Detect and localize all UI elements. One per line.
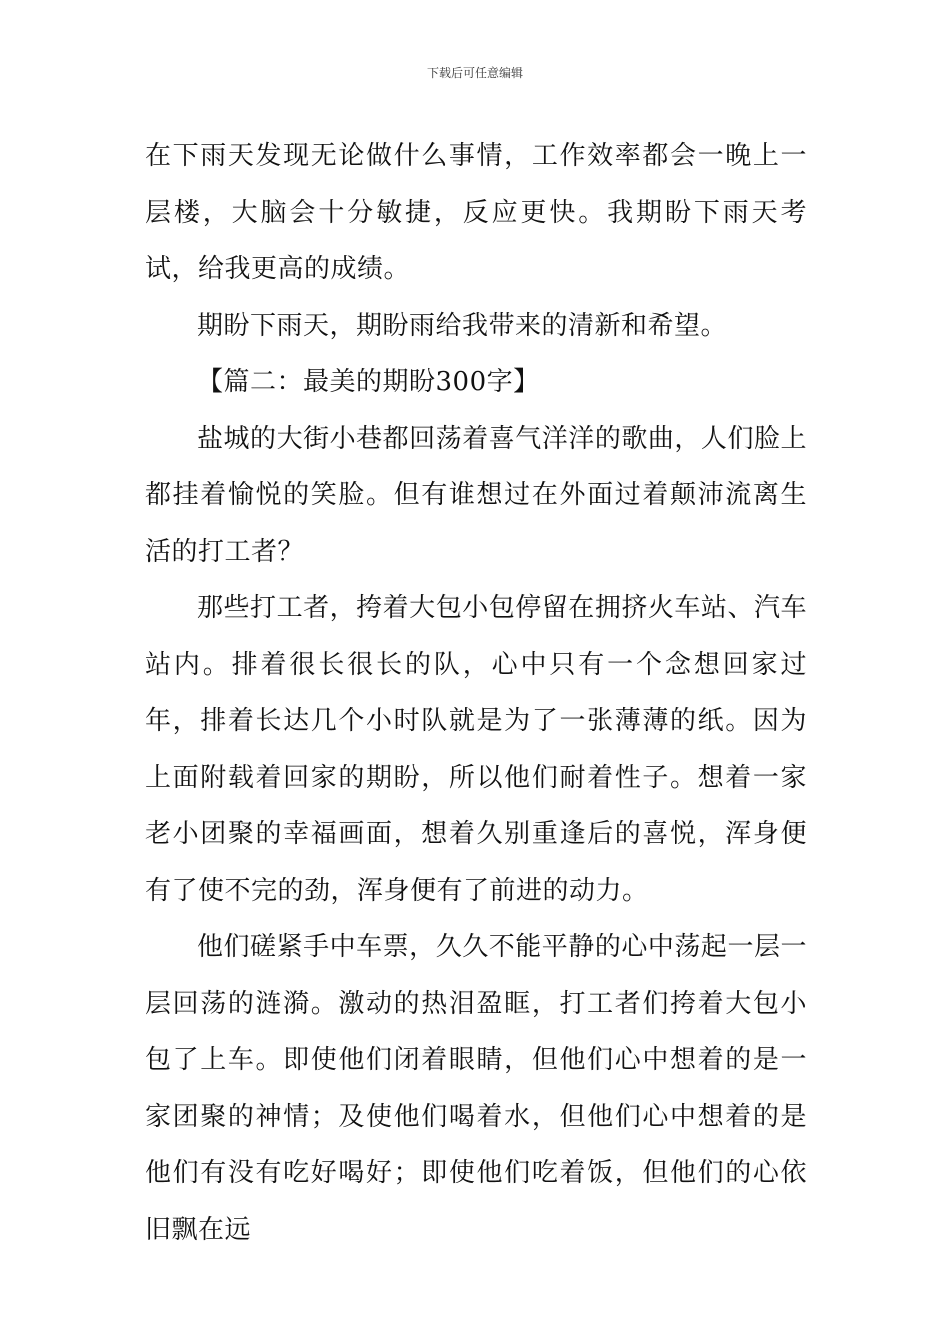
paragraph-continued: 在下雨天发现无论做什么事情，工作效率都会一晚上一层楼，大脑会十分敏捷，反应更快。我期盼下雨天考试，给我更高的成绩。 <box>145 141 807 284</box>
section-heading: 【篇二：最美的期盼300字】 <box>197 367 540 397</box>
paragraph: 期盼下雨天，期盼雨给我带来的清新和希望。 <box>197 310 728 341</box>
page-header: 下载后可任意编辑 <box>426 66 523 80</box>
paragraph: 盐城的大街小巷都回荡着喜气洋洋的歌曲，人们脸上都挂着愉悦的笑脸。但有谁想过在外面过着颠沛流离生活的打工者？ <box>145 423 807 567</box>
paragraph: 他们磋紧手中车票，久久不能平静的心中荡起一层一层回荡的涟漪。激动的热泪盈眶，打工者们挎着大包小包了上车。即使他们闭着眼睛，但他们心中想着的是一家团聚的神情；及使他们喝着水，但他们心中想着的是他们有没有吃好喝好；即使他们吃着饭，但他们的心依旧飘在远 <box>145 932 807 1245</box>
document-body <box>145 128 807 1258</box>
paragraph: 那些打工者，挎着大包小包停留在拥挤火车站、汽车站内。排着很长很长的队，心中只有一个念想回家过年，排着长达几个小时队就是为了一张薄薄的纸。因为上面附载着回家的期盼，所以他们耐着性子。想着一家老小团聚的幸福画面，想着久别重逢后的喜悦，浑身便有了使不完的劲，浑身便有了前进的动力。 <box>145 593 807 906</box>
